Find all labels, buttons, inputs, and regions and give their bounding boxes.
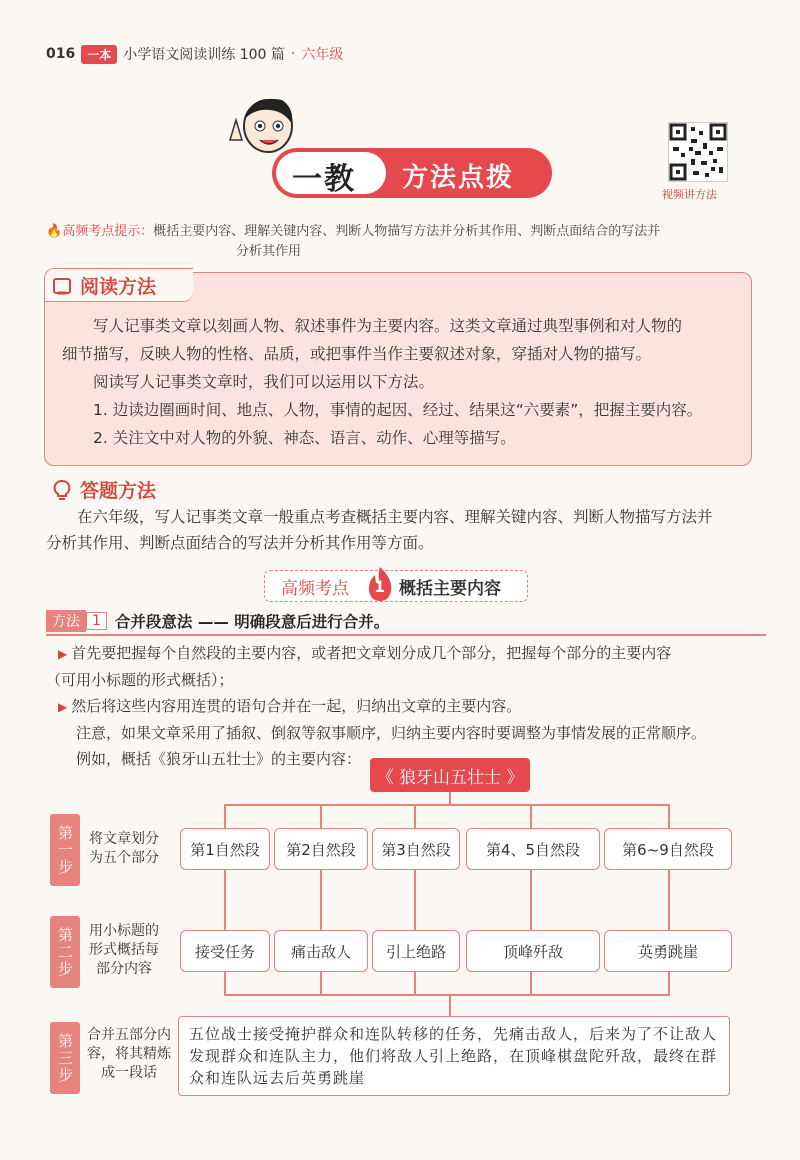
grade-label: 六年级 — [301, 47, 344, 63]
keypoint-label: 高频考点 — [281, 579, 349, 599]
book-icon — [52, 276, 72, 296]
connector-line — [449, 994, 451, 1016]
reading-method-text — [62, 312, 732, 452]
connector-line — [320, 868, 322, 930]
answer-method-text — [46, 504, 756, 556]
banner-part2: 方法点拨 — [402, 163, 515, 193]
method-tag-label: 方法 — [46, 610, 86, 632]
method-tag — [46, 610, 389, 632]
subtitle-node: 英勇跳崖 — [604, 930, 732, 972]
page-header — [46, 44, 343, 64]
subtitle-node: 顶峰歼敌 — [466, 930, 600, 972]
connector-line — [668, 970, 670, 996]
connector-line — [320, 804, 322, 828]
arrow-icon: ▶ — [58, 700, 68, 714]
answer-method-heading — [52, 476, 156, 503]
qr-code-icon[interactable] — [668, 122, 728, 182]
answer-p1a: 在六年级，写人记事类文章一般重点考查概括主要内容、理解关键内容、判断人物描写方法并 — [77, 508, 713, 526]
subtitle-node: 引上绝路 — [372, 930, 460, 972]
connector-line — [224, 970, 226, 996]
connector-line — [224, 804, 669, 806]
part-node: 第1自然段 — [180, 828, 270, 870]
method-b1a: 首先要把握每个自然段的主要内容，或者把文章划分成几个部分，把握每个部分的主要内容 — [71, 644, 672, 662]
book-title: 小学语文阅读训练 100 篇 — [123, 47, 285, 63]
method-b2: 然后将这些内容用连贯的语句合并在一起，归纳出文章的主要内容。 — [71, 697, 522, 715]
lightbulb-icon — [52, 479, 72, 501]
video-caption[interactable]: 视频讲方法 — [662, 188, 717, 201]
part-node: 第6~9自然段 — [604, 828, 732, 870]
connector-line — [224, 994, 670, 996]
summary-box: 五位战士接受掩护群众和连队转移的任务，先痛击敌人，后来为了不让敌人发现群众和连队主力，他们将敌人引上绝路，在顶峰棋盘陀歼敌，最终在群众和连队远去后英勇跳崖 — [178, 1016, 730, 1096]
reading-method-heading — [52, 272, 156, 299]
reading-heading-text: 阅读方法 — [80, 276, 157, 298]
keypoint-number: 1 — [374, 577, 386, 596]
connector-line — [530, 970, 532, 996]
high-frequency-tip — [46, 222, 746, 262]
answer-p1b: 分析其作用、判断点面结合的写法并分析其作用等方面。 — [46, 534, 434, 552]
step3-text: 合并五部分内容，将其精炼成一段话 — [87, 1027, 171, 1081]
reading-p4: 2. 关注文中对人物的外貌、神态、语言、动作、心理等描写。 — [93, 429, 516, 447]
connector-line — [320, 970, 322, 996]
part-node: 第2自然段 — [274, 828, 368, 870]
connector-line — [414, 970, 416, 996]
step2-tag: 第二步 — [50, 916, 80, 988]
connector-line — [224, 868, 226, 930]
step1-tag: 第一步 — [50, 814, 80, 886]
arrow-icon: ▶ — [58, 647, 68, 661]
step1-text: 将文章划分为五个部分 — [89, 831, 159, 866]
reading-p2: 阅读写人记事类文章时，我们可以运用以下方法。 — [93, 373, 435, 391]
part-node: 第4、5自然段 — [466, 828, 600, 870]
method-note: 注意，如果文章采用了插叙、倒叙等叙事顺序，归纳主要内容时要调整为事情发展的正常顺序。 — [76, 724, 707, 742]
method-divider — [46, 634, 766, 636]
flame-icon: 🔥 — [46, 224, 63, 239]
reading-p1a: 写人记事类文章以刻画人物、叙述事件为主要内容。这类文章通过典型事例和对人物的 — [93, 317, 683, 335]
step2-text: 用小标题的形式概括每部分内容 — [89, 923, 159, 977]
brand-badge: 一本 — [81, 45, 117, 64]
connector-line — [530, 868, 532, 930]
reading-p3: 1. 边读边圈画时间、地点、人物，事情的起因、经过、结果这“六要素”，把握主要内容。 — [93, 401, 703, 419]
connector-line — [668, 868, 670, 930]
answer-heading-text: 答题方法 — [80, 480, 157, 502]
method-example: 例如，概括《狼牙山五壮士》的主要内容： — [76, 750, 362, 768]
diagram-title: 《 狼牙山五壮士 》 — [370, 758, 530, 792]
connector-line — [530, 804, 532, 828]
tip-line1: 概括主要内容、理解关键内容、判断人物描写方法并分析其作用、判断点面结合的写法并 — [153, 224, 661, 239]
method-tag-number: 1 — [86, 612, 107, 630]
section-banner — [272, 148, 552, 200]
keypoint-title: 概括主要内容 — [399, 579, 501, 599]
reading-p1b: 细节描写，反映人物的性格、品质，或把事件当作主要叙述对象，穿插对人物的描写。 — [62, 345, 652, 363]
connector-line — [224, 804, 226, 828]
header-separator: · — [290, 46, 296, 62]
subtitle-node: 接受任务 — [180, 930, 270, 972]
subtitle-node: 痛击敌人 — [274, 930, 368, 972]
tip-label: 高频考点提示： — [62, 224, 154, 239]
banner-part1: 一教 — [292, 162, 356, 197]
tip-line2: 分析其作用 — [236, 244, 302, 259]
connector-line — [414, 868, 416, 930]
connector-line — [414, 804, 416, 828]
page-number: 016 — [46, 46, 76, 62]
part-node: 第3自然段 — [372, 828, 460, 870]
method-text — [46, 640, 766, 772]
connector-line — [668, 804, 670, 828]
method-title: 合并段意法 —— 明确段意后进行合并。 — [114, 613, 390, 631]
method-b1b: （可用小标题的形式概括）； — [46, 671, 234, 689]
step3-tag: 第三步 — [50, 1022, 80, 1094]
keypoint-banner — [264, 570, 528, 602]
